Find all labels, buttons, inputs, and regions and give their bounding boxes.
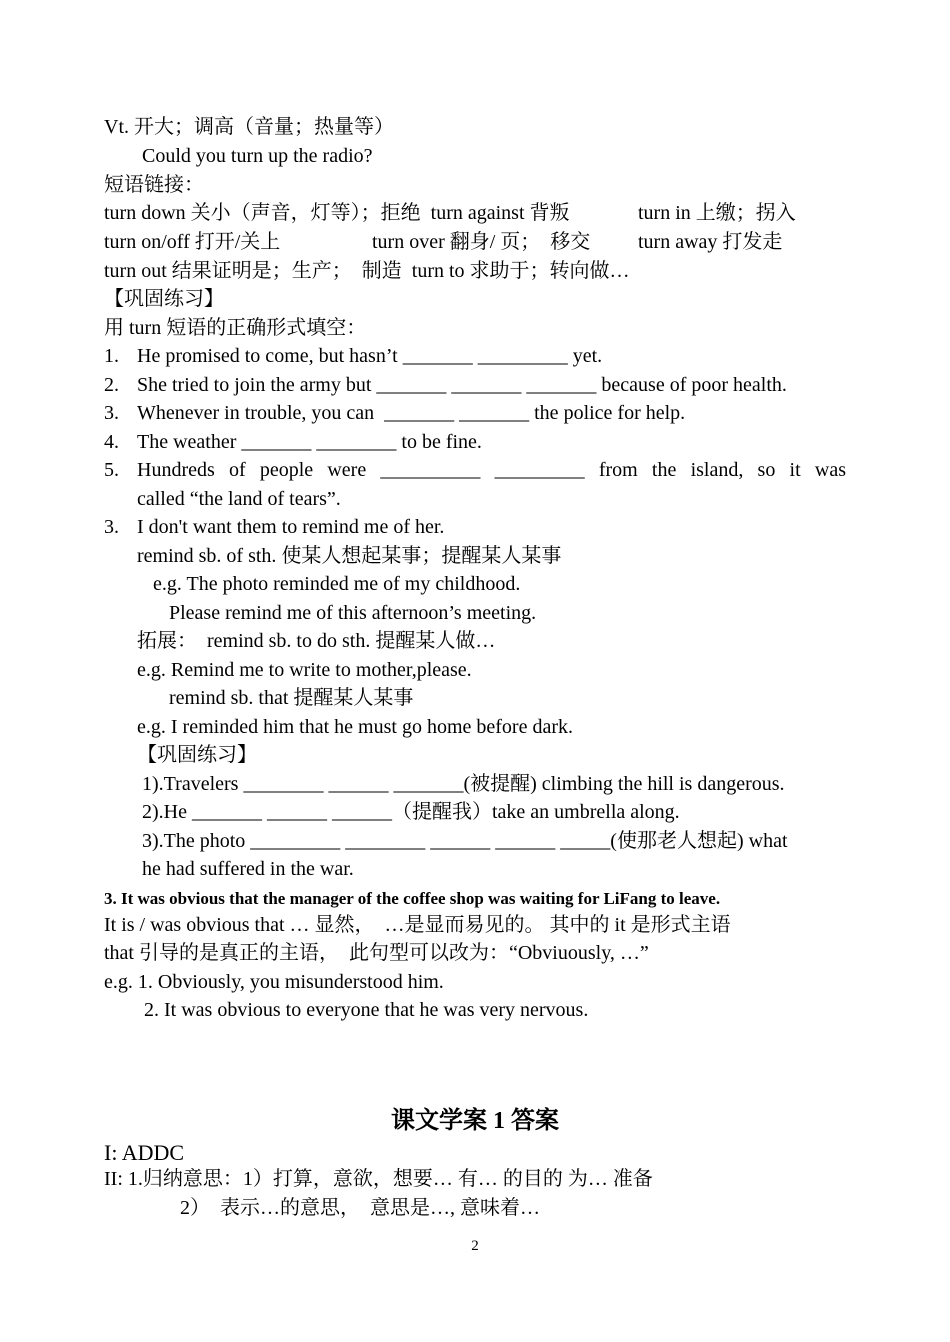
- exercise-instruction: 用 turn 短语的正确形式填空：: [104, 317, 367, 339]
- phrase-line: turn over 翻身/ 页； 移交: [372, 231, 591, 253]
- text-line: that 引导的是真正的主语， 此句型可以改为：“Obviuously, …”: [104, 942, 649, 964]
- answer-line: 2） 表示…的意思， 意思是…, 意味着…: [180, 1197, 540, 1219]
- word: _________: [494, 459, 585, 481]
- answer-line: II: 1.归纳意思：1）打算，意欲，想要… 有… 的目的 为… 准备: [104, 1168, 653, 1190]
- phrase-line: turn out 结果证明是；生产； 制造 turn to 求助于；转向做…: [104, 260, 630, 282]
- example-sentence: Please remind me of this afternoon’s meeting.: [169, 602, 537, 624]
- example-sentence: e.g. Remind me to write to mother,please.: [137, 659, 472, 681]
- exercise-number: 2.: [104, 374, 119, 396]
- text-line: Vt. 开大；调高（音量；热量等）: [104, 116, 394, 138]
- exercise-heading: 【巩固练习】: [104, 288, 224, 310]
- example-sentence: 2. It was obvious to everyone that he was very nervous.: [144, 999, 589, 1021]
- exercise-item-continued: called “the land of tears”.: [137, 488, 341, 510]
- example-sentence: e.g. 1. Obviously, you misunderstood him.: [104, 971, 444, 993]
- section-label: 短语链接：: [104, 174, 204, 196]
- usage-line: remind sb. of sth. 使某人想起某事；提醒某人某事: [137, 545, 562, 567]
- exercise-item: He promised to come, but hasn’t _______ _________ yet.: [137, 345, 603, 367]
- word: the: [651, 459, 677, 481]
- usage-line: 拓展： remind sb. to do sth. 提醒某人做…: [137, 630, 496, 652]
- exercise-number: 4.: [104, 431, 119, 453]
- exercise-item: Whenever in trouble, you can _______ _______ the police for help.: [137, 402, 686, 424]
- example-sentence: Could you turn up the radio?: [142, 145, 373, 167]
- word: so: [757, 459, 776, 481]
- section-number: 3.: [104, 516, 119, 538]
- exercise-item: 3).The photo _________ ________ ______ ______ _____(使那老人想起) what: [142, 830, 788, 852]
- usage-line: remind sb. that 提醒某人某事: [169, 687, 414, 709]
- word: from: [598, 459, 638, 481]
- text-line: It is / was obvious that … 显然， …是显而易见的。 其中的 it 是形式主语: [104, 914, 731, 936]
- word: of: [228, 459, 246, 481]
- key-sentence-heading: 3. It was obvious that the manager of the coffee shop was waiting for LiFang to leave.: [104, 889, 721, 908]
- answer-title: 课文学案 1 答案: [391, 1108, 559, 1134]
- word: was: [814, 459, 846, 481]
- word: it: [789, 459, 801, 481]
- word: __________: [380, 459, 481, 481]
- phrase-line: turn on/off 打开/关上: [104, 231, 281, 253]
- example-sentence: e.g. I reminded him that he must go home before dark.: [137, 716, 573, 738]
- phrase-line: turn in 上缴；拐入: [638, 202, 796, 224]
- key-sentence: I don't want them to remind me of her.: [137, 516, 445, 538]
- word: Hundreds: [137, 459, 215, 481]
- exercise-item: 1).Travelers ________ ______ _______(被提醒) climbing the hill is dangerous.: [142, 773, 785, 795]
- phrase-line: turn away 打发走: [638, 231, 783, 253]
- answer-line: I: ADDC: [104, 1140, 185, 1165]
- exercise-item: She tried to join the army but _______ _______ _______ because of poor health.: [137, 374, 787, 396]
- exercise-number: 3.: [104, 402, 119, 424]
- exercise-item: The weather _______ ________ to be fine.: [137, 431, 482, 453]
- word: were: [327, 459, 367, 481]
- word: people: [259, 459, 314, 481]
- page-number: 2: [471, 1238, 479, 1254]
- phrase-line: turn down 关小（声音，灯等）；拒绝 turn against 背叛: [104, 202, 570, 224]
- exercise-item: 2).He _______ ______ ______（提醒我）take an umbrella along.: [142, 801, 680, 823]
- exercise-number: 5.: [104, 459, 119, 481]
- exercise-number: 1.: [104, 345, 119, 367]
- word: island,: [690, 459, 744, 481]
- exercise-item-continued: he had suffered in the war.: [142, 858, 354, 880]
- exercise-heading: 【巩固练习】: [137, 744, 257, 766]
- example-sentence: e.g. The photo reminded me of my childhood.: [153, 573, 521, 595]
- exercise-item: [137, 457, 846, 483]
